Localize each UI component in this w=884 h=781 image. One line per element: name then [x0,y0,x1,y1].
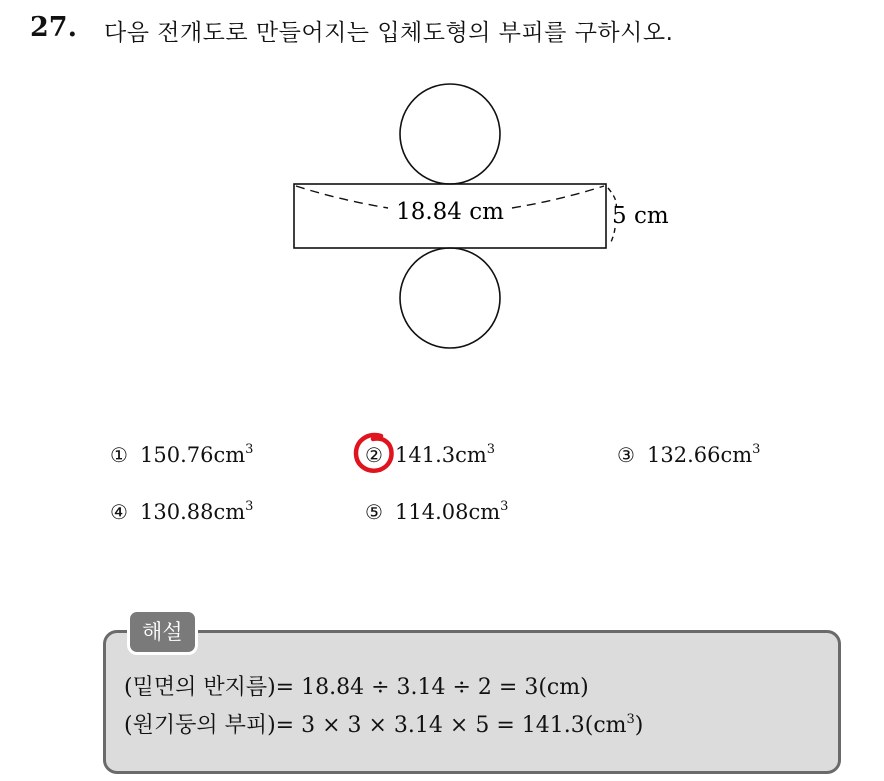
question-number: 27. [30,12,77,43]
question-text: 다음 전개도로 만들어지는 입체도형의 부피를 구하시오. [104,20,674,46]
option-4-power: 3 [245,499,254,514]
width-label: 18.84 cm [396,199,504,225]
option-1-value: 150.76cm [140,443,246,467]
bottom-base-circle [400,248,500,348]
option-4-value: 130.88cm [140,500,246,524]
option-2-mark: ② [365,443,383,467]
option-3[interactable] [617,442,760,467]
solution-line-1: (밑면의 반지름)= 18.84 ÷ 3.14 ÷ 2 = 3(cm) [124,675,589,700]
option-3-value: 132.66cm [647,443,753,467]
option-5-mark: ⑤ [365,500,383,524]
option-5-value: 114.08cm [395,500,501,524]
width-dashed-arc-left [296,186,388,208]
option-1[interactable] [110,442,253,467]
solution-line-2-end: ) [634,713,644,738]
option-2-power: 3 [486,442,496,457]
option-4-mark: ④ [110,500,128,524]
option-5-power: 3 [500,499,509,514]
option-4[interactable] [110,499,253,524]
option-1-mark: ① [110,443,128,467]
option-1-power: 3 [245,442,254,457]
top-base-circle [400,84,500,184]
solution-line-2-main: (원기둥의 부피)= 3 × 3 × 3.14 × 5 = 141.3(cm [124,713,627,738]
width-dashed-arc-right [512,186,604,208]
solution-box [103,630,841,774]
answer-selection-mark [351,430,397,476]
option-3-mark: ③ [617,443,635,467]
solution-tag: 해설 [127,609,198,655]
solution-line-2 [124,708,643,739]
option-5[interactable] [365,499,508,524]
height-label: 5 cm [612,203,669,229]
option-2-value: 141.3cm [395,443,487,467]
option-3-power: 3 [752,442,761,457]
solution-line-2-power: 3 [626,712,635,727]
